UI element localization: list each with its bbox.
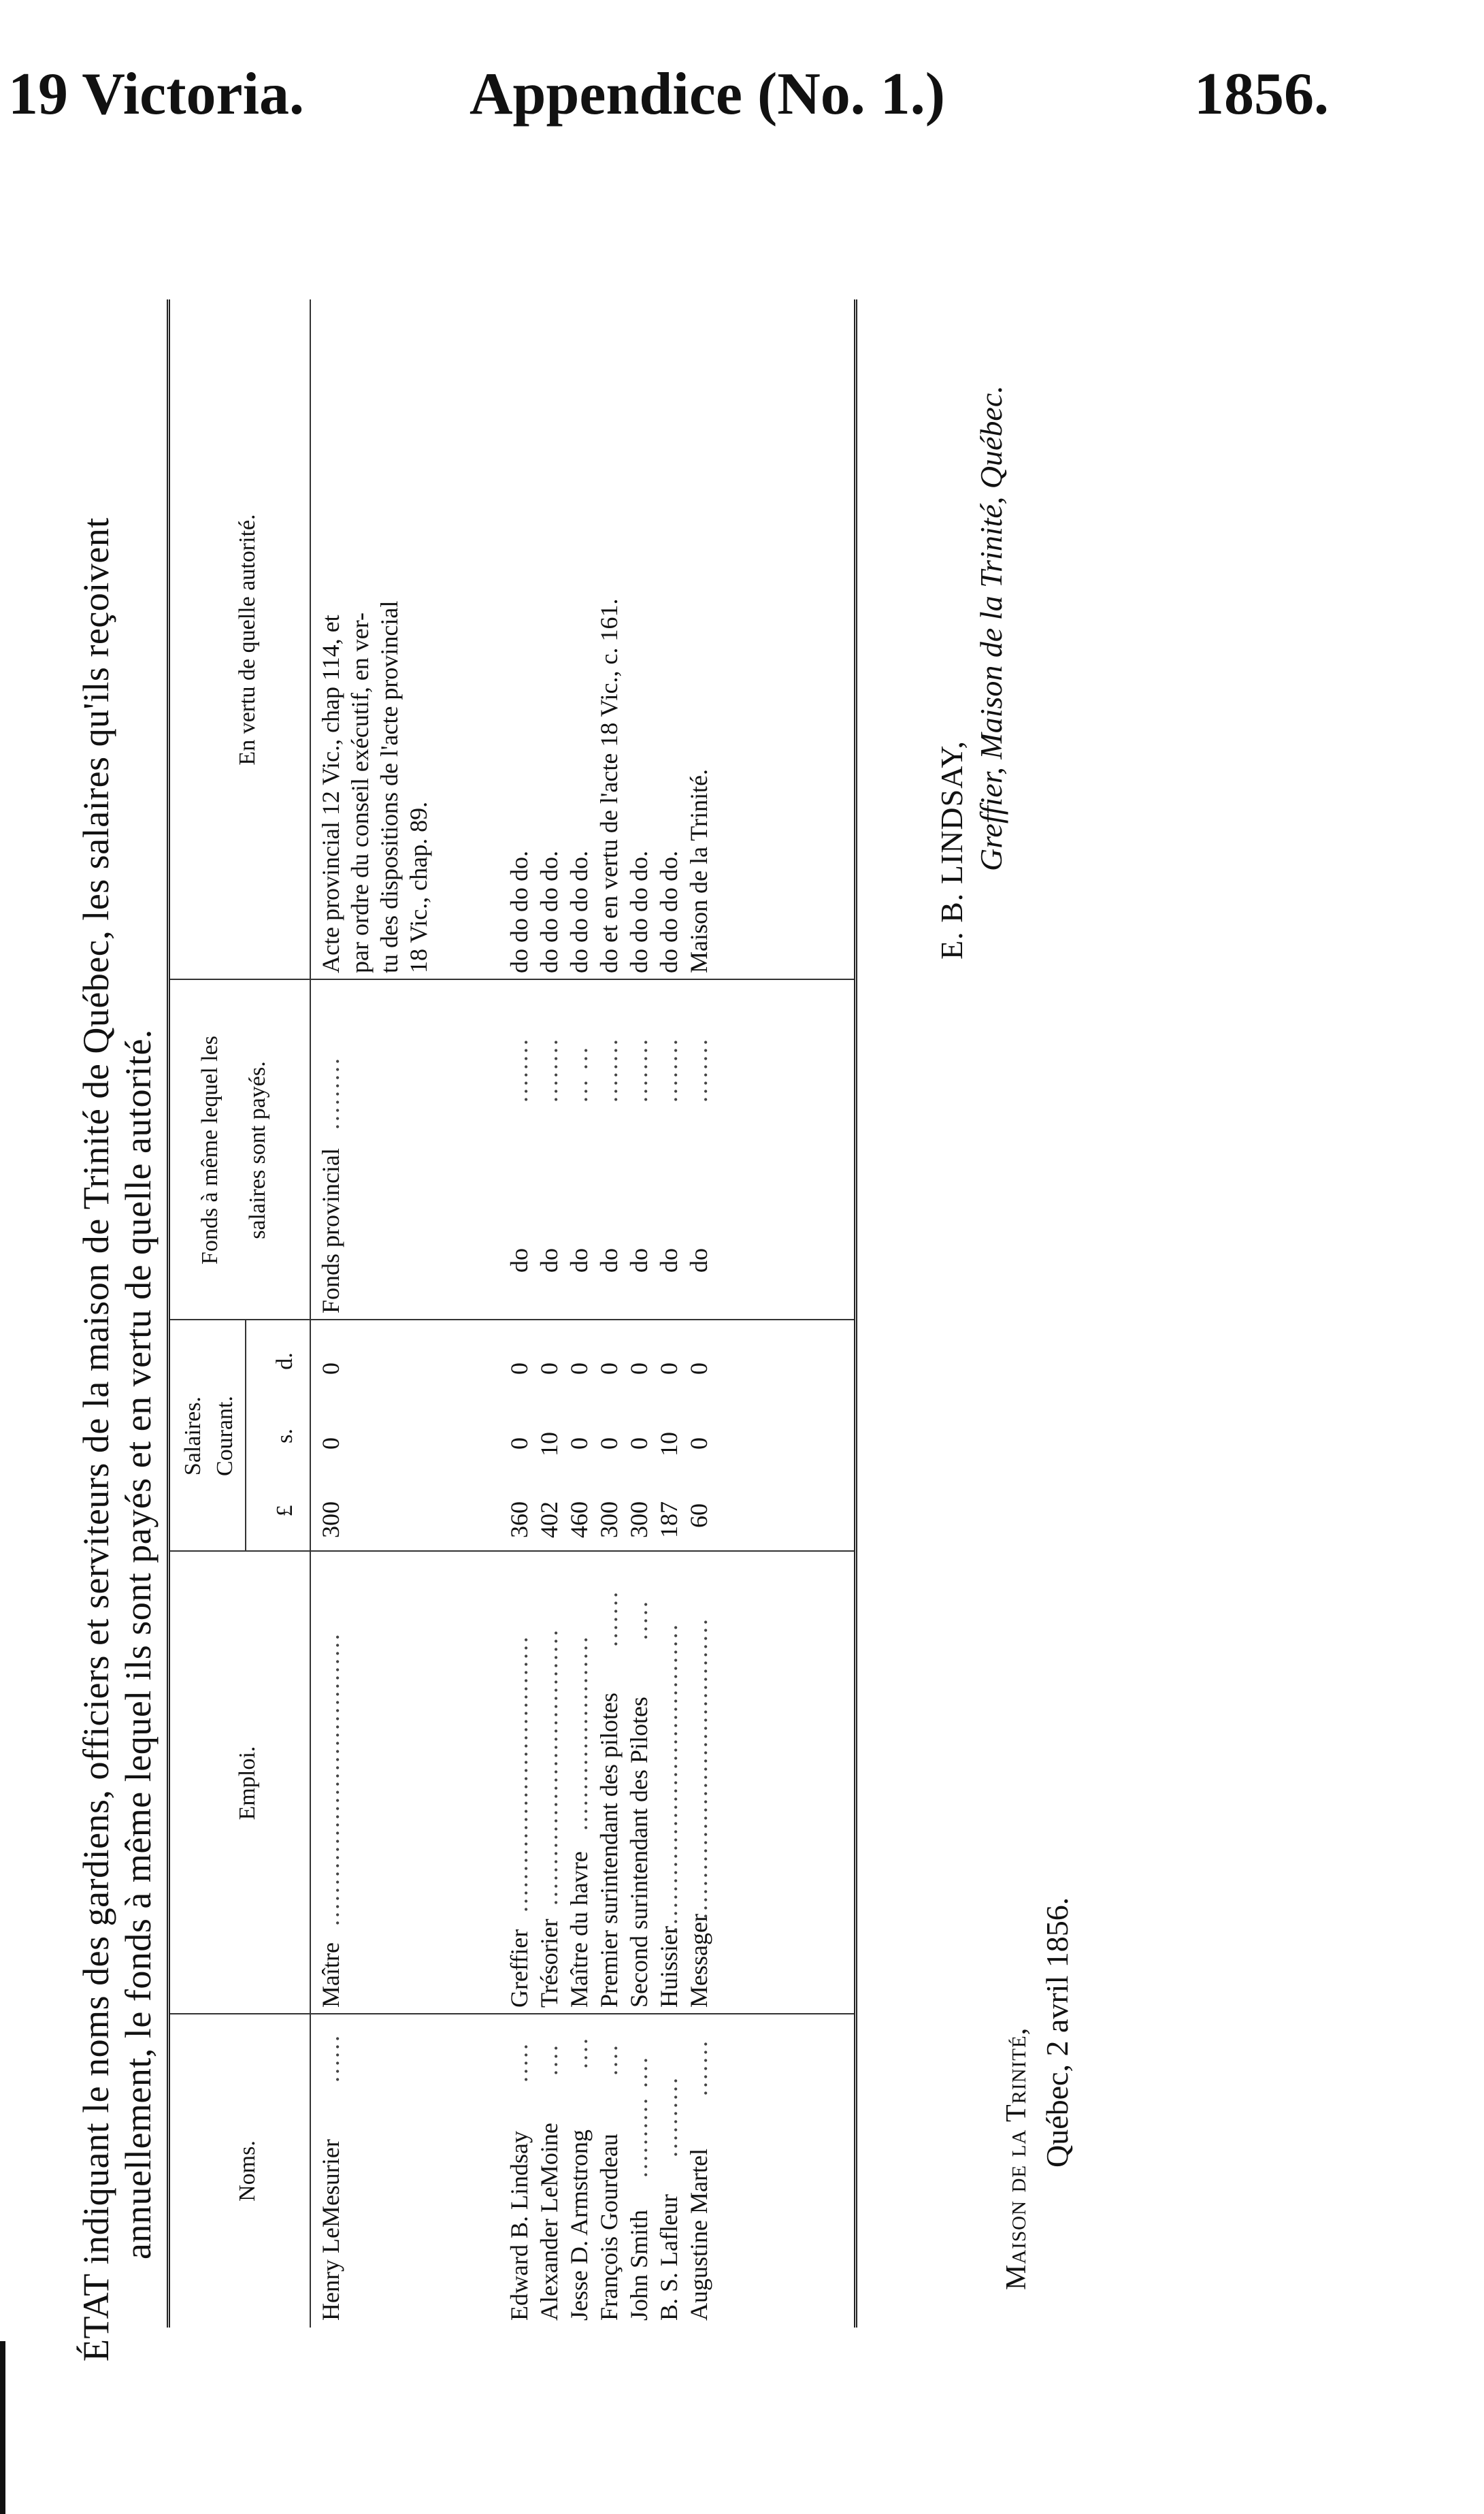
table-row <box>535 299 565 2328</box>
cell-pence: 0 <box>655 1362 682 1375</box>
leader-dots: .......... .... <box>625 2055 653 2178</box>
table-row <box>346 299 376 2328</box>
cell-fonds: do <box>506 1248 533 1273</box>
cell-pounds: 187 <box>655 1501 682 1538</box>
cell-pounds: 300 <box>625 1501 653 1538</box>
leader-dots: ...... <box>317 2034 344 2083</box>
cell-pence: 0 <box>625 1362 653 1375</box>
leader-dots: ....... <box>595 1590 623 1647</box>
header-fonds-line-2: salaires sont payés. <box>245 1061 270 1239</box>
cell-autorite: 18 Vic., chap. 89. <box>405 801 432 973</box>
leader-dots: ..... <box>506 2042 533 2083</box>
leader-dots: .................................... <box>317 1632 344 1926</box>
running-head-right: 1856. <box>1194 61 1329 127</box>
leader-dots: ......... <box>317 1056 344 1130</box>
cell-fonds: do <box>535 1248 563 1273</box>
leader-dots: ........ <box>506 1037 533 1103</box>
cell-nom: B. S. Lafleur <box>655 2194 682 2321</box>
cell-pence: 0 <box>506 1362 533 1375</box>
leader-dots: ........ <box>595 1037 623 1103</box>
table-row <box>404 299 434 2328</box>
cell-emploi: Maître <box>317 1942 344 2008</box>
cell-autorite: do do do do. <box>565 851 593 973</box>
cell-pence: 0 <box>595 1362 623 1375</box>
cell-shillings: 0 <box>625 1437 653 1450</box>
cell-fonds: do <box>595 1248 623 1273</box>
cell-emploi: Maître du havre <box>565 1851 593 2008</box>
header-noms: Noms. <box>235 2140 260 2202</box>
cell-autorite: Acte provincial 12 Vic., chap 114, et <box>317 615 344 973</box>
cell-pence: 0 <box>317 1362 344 1375</box>
cell-nom: Augustine Martel <box>685 2149 712 2321</box>
leader-dots: .......... <box>655 2076 682 2157</box>
cell-nom: Henry LeMesurier <box>317 2139 344 2321</box>
cell-fonds: do <box>565 1248 593 1273</box>
table-row <box>375 299 405 2328</box>
leader-dots: ........ <box>625 1037 653 1103</box>
cell-nom: Edward B. Lindsay <box>506 2131 533 2321</box>
leader-dots: ........ <box>685 1037 712 1103</box>
cell-autorite: Maison de la Trinité. <box>685 768 712 973</box>
leader-dots: .... <box>535 2043 563 2076</box>
leader-dots: ........ <box>535 1037 563 1103</box>
leader-dots: ... ... <box>565 1045 593 1103</box>
cell-emploi: Trésorier <box>535 1919 563 2008</box>
header-rule <box>310 299 311 2328</box>
cell-pounds: 402 <box>535 1501 563 1538</box>
table-row <box>565 299 595 2328</box>
leader-dots: ..... <box>625 1599 653 1640</box>
leader-dots: ....... <box>685 2039 712 2096</box>
cell-shillings: 0 <box>506 1437 533 1450</box>
cell-pounds: 300 <box>317 1501 344 1538</box>
cell-shillings: 0 <box>565 1437 593 1450</box>
cell-autorite: do et en vertu de l'acte 18 Vic., c. 161. <box>595 598 623 973</box>
cell-autorite: do do do do. <box>535 851 563 973</box>
cell-shillings: 0 <box>685 1437 712 1450</box>
header-courant: Courant. <box>212 1395 237 1477</box>
leader-dots: .... <box>595 2043 623 2076</box>
cell-autorite: do do do do. <box>506 851 533 973</box>
date-line: Québec, 2 avril 1856. <box>1040 1897 1074 2168</box>
cell-autorite: par ordre du conseil exécutif, en ver- <box>346 612 374 973</box>
table-row <box>685 299 714 2328</box>
leader-dots: .... <box>565 2036 593 2069</box>
cell-autorite: do do do do. <box>655 851 682 973</box>
header-autorite: En vertu de quelle autorité. <box>235 514 260 766</box>
cell-fonds: do <box>625 1248 653 1273</box>
cell-pounds: 360 <box>506 1501 533 1538</box>
cell-fonds: Fonds provincial <box>317 1148 344 1313</box>
cell-emploi: Messager <box>685 1914 712 2008</box>
leader-dots: ........................ <box>565 1635 593 1831</box>
cell-nom: Alexander LeMoine <box>535 2123 563 2321</box>
header-pence: d. <box>272 1352 297 1370</box>
cell-pounds: 300 <box>595 1501 623 1538</box>
cell-pounds: 60 <box>685 1503 712 1528</box>
table-row <box>505 299 535 2328</box>
signature-title: Greffier, Maison de la Trinité, Québec. <box>974 385 1008 871</box>
place-line: Maison de la Trinité, <box>1001 2027 1032 2290</box>
cell-nom: François Gourdeau <box>595 2134 623 2321</box>
table-title-line-1: ÉTAT indiquant le noms des gardiens, officiers et serviteurs de la maison de Trinité de Québec, les salaires qu'ils reçoivent <box>76 517 116 2362</box>
cell-fonds: do <box>685 1248 712 1273</box>
leader-dots: .................................. <box>506 1635 533 1912</box>
cell-emploi: Premier surintendant des pilotes <box>595 1693 623 2008</box>
leader-dots: .................................. <box>535 1628 563 1906</box>
cell-pence: 0 <box>535 1362 563 1375</box>
salary-subheader-rule <box>245 1320 246 1552</box>
cell-emploi: Huissier <box>655 1926 682 2008</box>
table-row <box>316 299 346 2328</box>
salary-table <box>167 299 857 2328</box>
header-shillings: s. <box>272 1429 297 1443</box>
cell-emploi: Greffier <box>506 1929 533 2008</box>
header-fonds-line-1: Fonds à même lequel les <box>197 1035 222 1265</box>
table-row <box>655 299 685 2328</box>
header-pounds: £ <box>272 1505 297 1517</box>
leader-dots: ........ <box>655 1037 682 1103</box>
cell-pence: 0 <box>685 1362 712 1375</box>
cell-shillings: 0 <box>317 1437 344 1450</box>
signature-name: E. B. LINDSAY, <box>934 740 969 960</box>
cell-shillings: 0 <box>595 1437 623 1450</box>
table-title-line-2: annuellement, le fonds à même lequel ils sont payés et en vertu de quelle autorité. <box>118 1029 159 2259</box>
cell-autorite: do do do do. <box>625 851 653 973</box>
cell-shillings: 10 <box>655 1432 682 1456</box>
cell-emploi: Second surintendant des Pilotes <box>625 1697 653 2008</box>
header-emploi: Emploi. <box>235 1746 260 1821</box>
leader-dots: ...................................... <box>655 1622 682 1933</box>
header-salaires: Salaires. <box>180 1396 205 1476</box>
running-head-left: 19 Victoria. <box>8 61 305 127</box>
cell-autorite: tu des dispositions de l'acte provincial <box>376 600 403 973</box>
cell-fonds: do <box>655 1248 682 1273</box>
cell-nom: John Smith <box>625 2209 653 2321</box>
table-row <box>595 299 625 2328</box>
cell-pence: 0 <box>565 1362 593 1375</box>
cell-shillings: 10 <box>535 1432 563 1456</box>
leader-dots: ..................................... <box>685 1617 712 1919</box>
table-row <box>625 299 655 2328</box>
running-head-center: Appendice (No. 1.) <box>469 61 946 127</box>
cell-nom: Jesse D. Armstrong <box>565 2129 593 2321</box>
cell-pounds: 460 <box>565 1501 593 1538</box>
